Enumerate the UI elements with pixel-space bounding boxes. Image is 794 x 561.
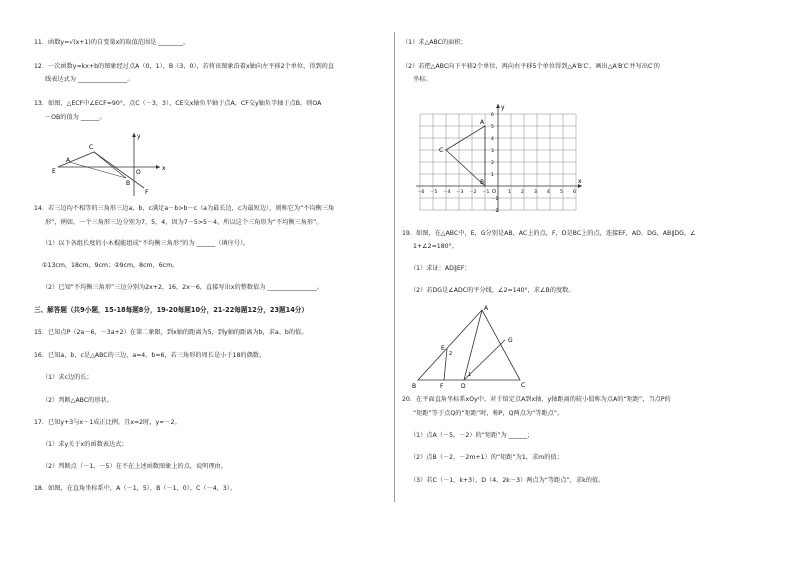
label-y: y xyxy=(137,133,141,140)
question-20-cont: “矩距”等于点Q的“矩距”时，称P，Q两点为“等距点”。 xyxy=(413,410,564,417)
x-tick-label: －3 xyxy=(456,190,464,195)
question-17-1: （1）求y关于x的函数表达式； xyxy=(42,441,128,448)
question-19-1: （1）求证：AD∥EF； xyxy=(410,265,471,272)
question-20-2: （2）点B（－2，－2m+1）的“矩距”为1，求m的值； xyxy=(410,454,563,461)
y-tick-label: 6 xyxy=(491,113,494,118)
label-C: C xyxy=(89,144,94,151)
fig19-F: F xyxy=(440,383,444,390)
fig19-A: A xyxy=(484,305,489,312)
question-14: 14．若三边均不相等的三角形三边a，b，c满足a－b>b－c（a为最长边，c为最短边），则称它为“不均衡三角 xyxy=(34,205,335,212)
grid-label-A: A xyxy=(480,119,485,126)
y-tick-label: 5 xyxy=(491,125,494,130)
fig19-angle-1: 1 xyxy=(468,372,472,378)
fig19-C: C xyxy=(521,382,526,389)
question-11: 11．函数y=√(x+1)的自变量x的取值范围是 ________。 xyxy=(34,39,190,46)
x-tick-label: －2 xyxy=(469,190,477,195)
grid-label-y: y xyxy=(501,104,505,111)
figure-19 xyxy=(410,304,536,390)
y-tick-label: 3 xyxy=(491,149,494,154)
fig19-D: D xyxy=(461,383,466,390)
question-17-2: （2）判断点（－1，－5）在不在上述函数图象上的点，说明理由。 xyxy=(42,463,228,470)
label-F: F xyxy=(145,189,149,196)
question-16: 16．已知a，b，c是△ABC的三边，a=4，b=6，若三角形的周长是小于18的偶数。 xyxy=(34,352,266,359)
grid-label-B: B xyxy=(480,179,485,186)
y-tick-label: 2 xyxy=(491,161,494,166)
grid-label-O: O xyxy=(492,189,496,195)
y-tick-label: －2 xyxy=(491,209,499,214)
x-tick-label: －1 xyxy=(482,190,490,195)
y-tick-label: 4 xyxy=(491,137,494,142)
x-tick-label: －4 xyxy=(443,190,451,195)
fig19-G: G xyxy=(508,337,513,344)
label-x: x xyxy=(162,165,166,172)
question-14-cont: 形”，例如，一个三角形三边分别为7，5，4，因为7－5>5－4，所以这个三角形为“不均衡三角形”。 xyxy=(45,219,323,226)
question-14-1: （1）以下各组长度的小木棍能组成“不均衡三角形”的为 ______（填序号）。 xyxy=(42,240,250,247)
x-tick-label: －6 xyxy=(417,190,425,195)
label-B: B xyxy=(126,180,131,187)
x-tick-label: －5 xyxy=(430,190,438,195)
figure-13 xyxy=(52,130,172,198)
column-divider xyxy=(394,32,395,502)
question-19-2: （2）若DG是∠ADC的平分线，∠2=140°，求∠B的度数。 xyxy=(410,287,575,294)
question-12: 12．一次函数y=kx+b的图象经过点A（0，1），B（3，0），若将该图象沿着x轴向左平移2个单位，得到的直 xyxy=(34,63,335,70)
x-tick-label: 4 xyxy=(547,190,550,195)
question-14-options: ①13cm，18cm，9cm；②9cm，8cm，6cm。 xyxy=(42,262,179,269)
question-13-cont: －OB的值为 ______。 xyxy=(45,114,106,121)
grid-label-x: x xyxy=(578,178,582,185)
question-19-cont: 1+∠2=180°。 xyxy=(413,243,458,250)
question-19: 19．如图，在△ABC中，E，G分别是AB，AC上的点，F，D是BC上的点，连接EF，AD，DG，AB∥DG，∠ xyxy=(402,230,696,237)
question-20-3: （3）若C（－1，k+3），D（4，2k－3）两点为“等距点”，求k的值。 xyxy=(410,477,605,484)
fig19-B: B xyxy=(412,383,417,390)
label-E: E xyxy=(52,168,56,175)
question-16-1: （1）求c边的长； xyxy=(42,374,93,381)
question-18: 18．如图，在直角坐标系中，A（－1，5），B（－1，0），C（－4，3）。 xyxy=(34,485,237,492)
question-20: 20．在平面直角坐标系xOy中，对于给定点A到x轴、y轴距离的较小值称为点A的“矩距”，当点P的 xyxy=(402,396,671,403)
x-tick-label: 6 xyxy=(573,190,576,195)
x-tick-label: 1 xyxy=(508,190,511,195)
x-tick-label: 2 xyxy=(521,190,524,195)
label-A: A xyxy=(66,157,71,164)
question-18-2: （2）若把△ABC向下平移2个单位，再向右平移5个单位得到△A′B′C′，画出△A′B′C′并写出C′的 xyxy=(402,63,660,70)
fig19-angle-2: 2 xyxy=(449,351,453,357)
question-15: 15．已知点P（2a－6，－3a+2）在第二象限，到x轴的距离为5，到y轴的距离为b，求a、b的值。 xyxy=(34,329,308,336)
question-17: 17．已知y+3与x－1成正比例，且x=2时，y=－2。 xyxy=(34,419,181,426)
label-O: O xyxy=(136,169,141,176)
grid-label-C: C xyxy=(439,147,444,154)
question-12-cont: 线表达式为 ________________。 xyxy=(45,76,134,83)
question-16-2: （2）判断△ABC的形状。 xyxy=(42,397,113,404)
coordinate-grid xyxy=(416,102,586,214)
x-tick-label: 5 xyxy=(560,190,563,195)
question-18-1: （1）求△ABC的面积； xyxy=(402,39,467,46)
question-14-2: （2）已知“不均衡三角形”三边分别为2x+2，16，2x－6，直接写出x的整数值为 ________________。 xyxy=(42,284,324,291)
x-tick-label: 3 xyxy=(534,190,537,195)
question-18-2-cont: 坐标。 xyxy=(413,76,432,83)
y-tick-label: －1 xyxy=(491,197,499,202)
question-20-1: （1）点A（－5，－2）的“矩距”为 ______； xyxy=(410,432,534,439)
y-tick-label: 1 xyxy=(491,173,494,178)
section-3-heading: 三、解答题（共9小题，15-18每题8分，19-20每题10分，21-22每题12分，23题14分） xyxy=(34,306,308,314)
question-13: 13．如图，△ECF中∠ECF=90°，点C（－3，3），CE交x轴负半轴于点A，CF交y轴负半轴于点B，则OA xyxy=(34,100,322,107)
fig19-E: E xyxy=(441,345,445,352)
